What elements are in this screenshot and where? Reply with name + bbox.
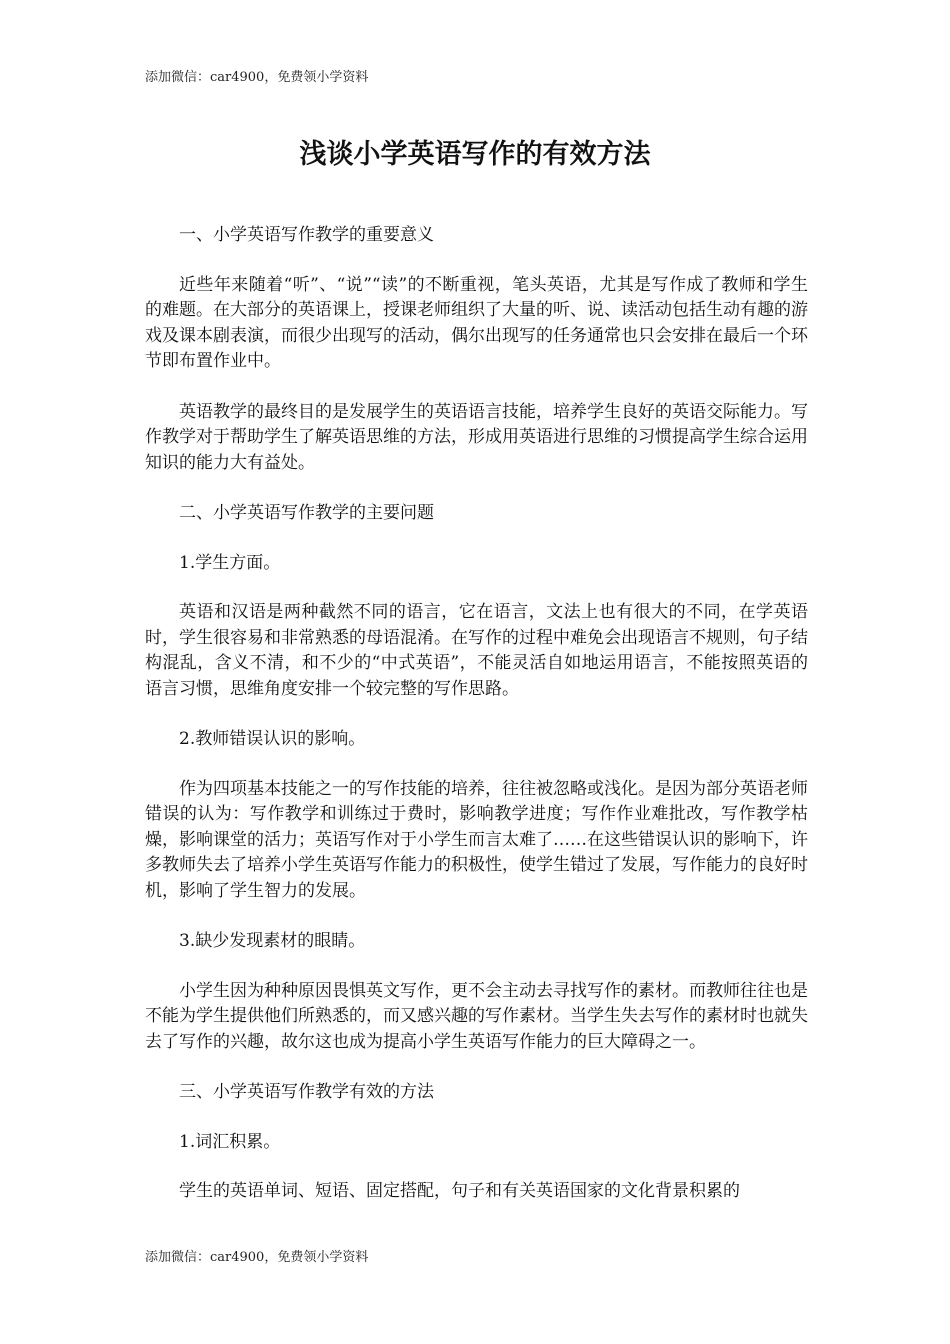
paragraph: 小学生因为种种原因畏惧英文写作，更不会主动去寻找写作的素材。而教师往往也是不能为学生提供他们所熟悉的，而又感兴趣的写作素材。当学生失去写作的素材时也就失去了写作的兴趣，故尔这也成为提高小学生英语写作能力的巨大障碍之一。 [145,980,808,1052]
subsection-heading: 2.教师错误认识的影响。 [179,729,366,749]
paragraph: 英语和汉语是两种截然不同的语言，它在语言，文法上也有很大的不同，在学英语时，学生很容易和非常熟悉的母语混淆。在写作的过程中难免会出现语言不规则，句子结构混乱，含义不清，和不少的“中式英语”，不能灵活自如地运用语言，不能按照英语的语言习惯，思维角度安排一个较完整的写作思路。 [145,602,808,699]
paragraph: 学生的英语单词、短语、固定搭配，句子和有关英语国家的文化背景积累的 [179,1181,740,1201]
paragraph: 近些年来随着“听”、“说”“读”的不断重视，笔头英语，尤其是写作成了教师和学生的难题。在大部分的英语课上，授课老师组织了大量的听、说、读活动包括生动有趣的游戏及课本剧表演，而很少出现写的活动，偶尔出现写的任务通常也只会安排在最后一个环节即布置作业中。 [145,274,808,371]
section-heading-1: 一、小学英语写作教学的重要意义 [179,225,434,245]
subsection-heading: 1.学生方面。 [179,552,281,573]
document-body [145,223,808,1230]
subsection-heading: 1.词汇积累。 [179,1131,281,1152]
page-footer: 添加微信：car4900，免费领小学资料 [145,1250,369,1265]
paragraph: 英语教学的最终目的是发展学生的英语语言技能，培养学生良好的英语交际能力。写作教学对于帮助学生了解英语思维的方法，形成用英语进行思维的习惯提高学生综合运用知识的能力大有益处。 [145,401,808,473]
page-header: 添加微信：car4900，免费领小学资料 [145,70,369,85]
section-heading-3: 三、小学英语写作教学有效的方法 [179,1082,434,1102]
paragraph: 作为四项基本技能之一的写作技能的培养，往往被忽略或浅化。是因为部分英语老师错误的认为：写作教学和训练过于费时，影响教学进度；写作作业难批改，写作教学枯燥，影响课堂的活力；英语写作对于小学生而言太难了……在这些错误认识的影响下，许多教师失去了培养小学生英语写作能力的积极性，使学生错过了发展，写作能力的良好时机，影响了学生智力的发展。 [145,778,808,901]
subsection-heading: 3.缺少发现素材的眼睛。 [179,931,366,951]
document-title: 浅谈小学英语写作的有效方法 [299,139,651,170]
section-heading-2: 二、小学英语写作教学的主要问题 [179,503,434,523]
